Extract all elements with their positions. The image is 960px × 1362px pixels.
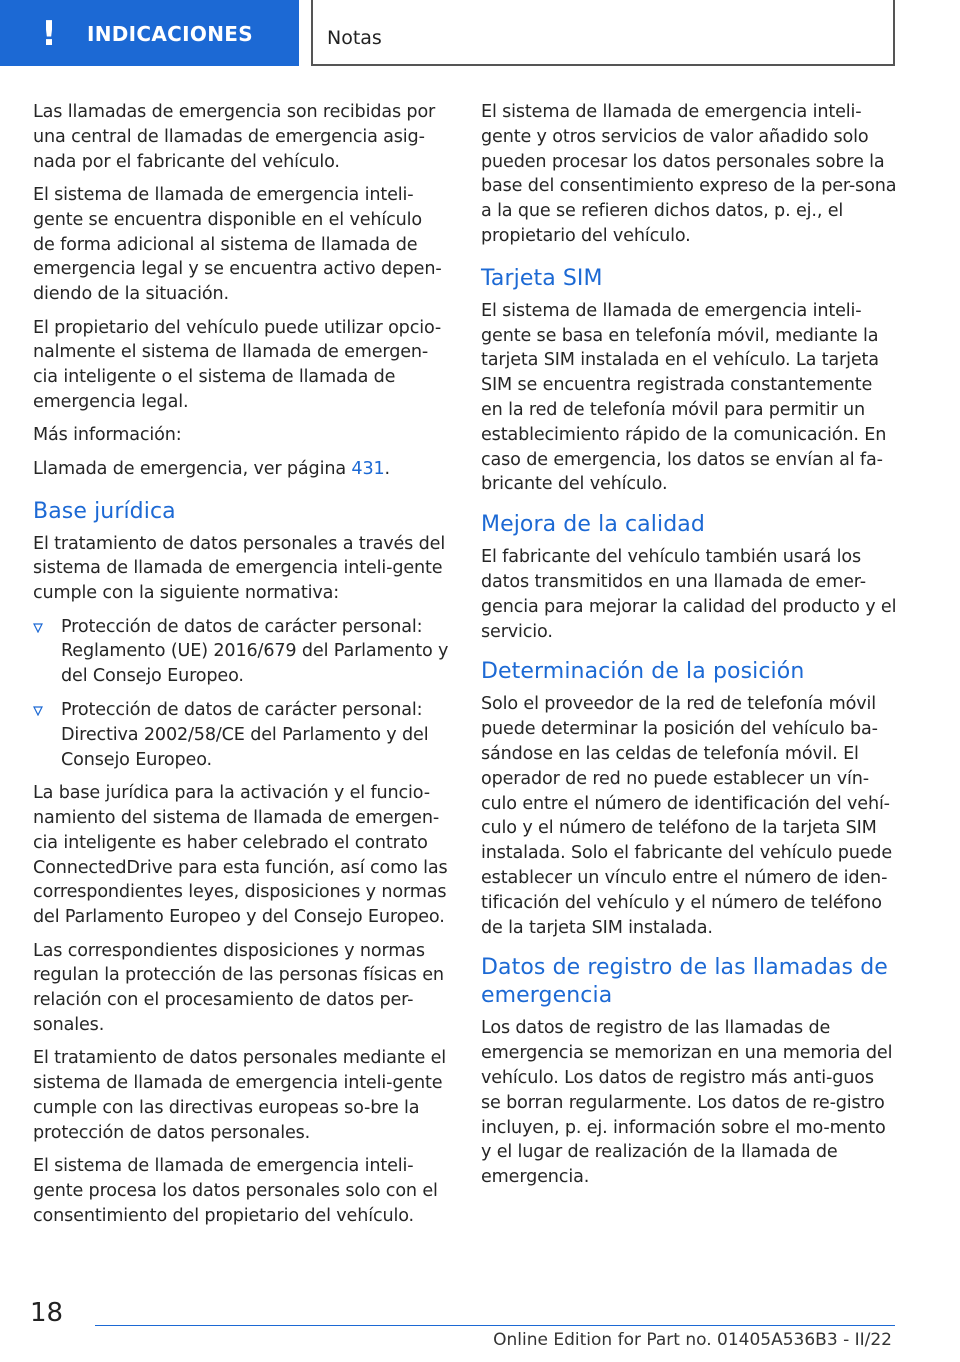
paragraph: El fabricante del vehículo también usará los datos transmitidos en una llamada de emer-gencia para mejorar la calidad del producto y el servicio. — [481, 547, 897, 642]
paragraph: El tratamiento de datos personales mediante el sistema de llamada de emergencia inteli-gente cumple con las directivas europeas so-bre la protección de datos personales. — [33, 1048, 447, 1143]
triangle-bullet-icon — [33, 623, 43, 633]
paragraph: El sistema de llamada de emergencia inteli-gente se basa en telefonía móvil, mediante la tarjeta SIM instalada en el vehículo. La tarjeta SIM se encuentra registrada constantemente en la red de telefonía móvil para permitir un establecimiento rápido de la comunicación. En caso de emergencia, los datos se envían al fa-bricante del vehículo. — [481, 300, 887, 495]
paragraph: El sistema de llamada de emergencia inteli-gente procesa los datos personales solo con el consentimiento del propietario del vehículo. — [33, 1156, 438, 1226]
cross-reference-end: . — [384, 458, 390, 479]
heading-determinacion-posicion: Determinación de la posición — [481, 659, 805, 685]
paragraph: El sistema de llamada de emergencia inteli-gente se encuentra disponible en el vehículo de forma adicional al sistema de llamada de emergencia legal y se encuentra activo depen-diendo de la situación. — [33, 184, 442, 305]
cross-reference-text: Llamada de emergencia, ver página — [33, 458, 352, 479]
section-tab — [0, 0, 299, 66]
right-column — [481, 100, 897, 1198]
left-column — [33, 100, 449, 1237]
chapter-label: Notas — [327, 27, 382, 49]
paragraph: Los datos de registro de las llamadas de emergencia se memorizan en una memoria del vehículo. Los datos de registro más anti-guos se borran regularmente. Los datos de re-gistro incluyen, p. ej. información sobre el mo-mento y el lugar de realización de la llamada de emergencia. — [481, 1018, 893, 1188]
paragraph: Las llamadas de emergencia son recibidas por una central de llamadas de emergencia asig-nada por el fabricante del vehículo. — [33, 102, 436, 172]
paragraph: El propietario del vehículo puede utilizar opcio-nalmente el sistema de llamada de emergen-cia inteligente o el sistema de llamada de emergencia legal. — [33, 317, 442, 412]
chapter-box — [311, 0, 895, 66]
paragraph: El sistema de llamada de emergencia inteli-gente y otros servicios de valor añadido solo pueden procesar los datos personales sobre la base del consentimiento expreso de la per-sona a la que se refieren dichos datos, p. ej., el propietario del vehículo. — [481, 102, 897, 246]
list-item-text: Protección de datos de carácter personal: Directiva 2002/58/CE del Parlamento y del Consejo Europeo. — [61, 699, 429, 770]
page-header — [0, 0, 960, 66]
paragraph: Las correspondientes disposiciones y normas regulan la protección de las personas físicas en relación con el procesamiento de datos per-sonales. — [33, 940, 444, 1036]
section-label: INDICACIONES — [87, 22, 253, 46]
page-link-431[interactable]: 431 — [351, 458, 385, 479]
paragraph: Solo el proveedor de la red de telefonía móvil puede determinar la posición del vehículo ba-sándose en las celdas de telefonía móvil. El operador de red no puede establecer un vín-culo entre el número de identificación del vehí-culo y el número de teléfono de la tarjeta SIM instalada. Solo el fabricante del vehículo puede establecer un vínculo entre el número de iden-tificación del vehículo y el número de teléfono de la tarjeta SIM instalada. — [481, 694, 893, 938]
list-item — [33, 698, 449, 772]
paragraph: La base jurídica para la activación y el funcio-namiento del sistema de llamada de emergen-cia inteligente es haber celebrado el contrato ConnectedDrive para esta función, así como las correspondientes leyes, disposiciones y normas del Parlamento Europeo y del Consejo Europeo. — [33, 783, 448, 928]
list-item — [33, 615, 449, 689]
heading-mejora-calidad: Mejora de la calidad — [481, 512, 705, 538]
exclamation-icon: ! — [41, 14, 57, 54]
heading-datos-registro: Datos de registro de las llamadas de emergencia — [481, 955, 888, 1009]
triangle-bullet-icon — [33, 706, 43, 716]
edition-footer: Online Edition for Part no. 01405A536B3 - II/22 — [493, 1330, 892, 1350]
cross-reference — [33, 457, 449, 482]
heading-tarjeta-sim: Tarjeta SIM — [481, 265, 603, 291]
page-number: 18 — [30, 1298, 64, 1328]
bullet-list — [33, 615, 449, 773]
footer-divider — [95, 1325, 895, 1326]
list-item-text: Protección de datos de carácter personal: Reglamento (UE) 2016/679 del Parlamento y del Consejo Europeo. — [61, 616, 449, 687]
paragraph: El tratamiento de datos personales a través del sistema de llamada de emergencia inteli-gente cumple con la siguiente normativa: — [33, 533, 446, 604]
paragraph: Más información: — [33, 425, 182, 446]
heading-base-juridica: Base jurídica — [33, 498, 176, 524]
